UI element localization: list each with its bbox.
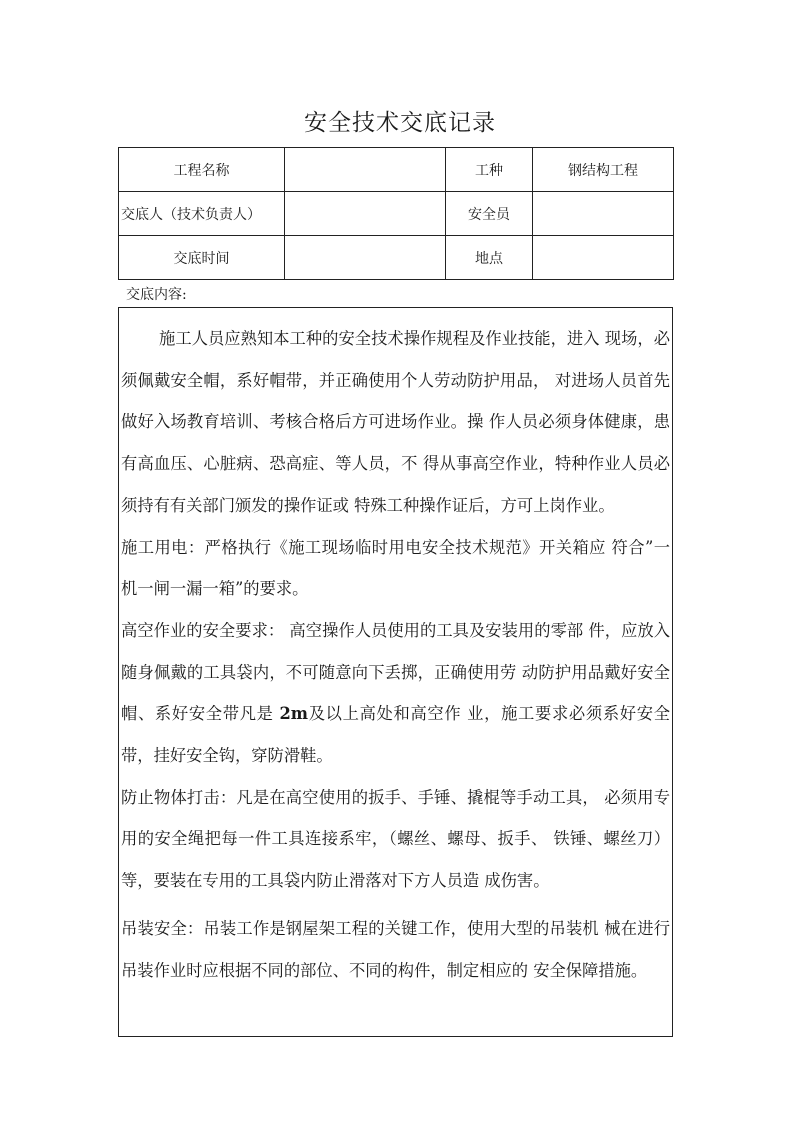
project-name-label: 工程名称 [119, 148, 285, 192]
location-value [533, 236, 674, 280]
content-box [118, 307, 673, 1037]
project-name-value [285, 148, 446, 192]
high-altitude-text-end: 及以上高处和高空作 业，施工要求必须系好安全带，挂好安全钩，穿防滑鞋。 [121, 704, 670, 766]
briefing-time-label: 交底时间 [119, 236, 285, 280]
location-label: 地点 [446, 236, 533, 280]
briefer-label: 交底人（技术负责人） [119, 192, 285, 236]
briefing-time-value [285, 236, 446, 280]
briefer-value [285, 192, 446, 236]
table-row [119, 236, 674, 280]
paragraph-high-altitude [121, 610, 670, 777]
paragraph-object-strike: 防止物体打击：凡是在高空使用的扳手、手锤、撬棍等手动工具， 必须用专用的安全绳把每一件工具连接系牢，（螺丝、螺母、扳手、 铁锤、螺丝刀）等，要装在专用的工具袋内防止滑落对下方人员造 成伤害。 [121, 787, 670, 891]
high-altitude-text-start: 高空作业的安全要求： 高空操作人员使用的工具及安装用的零部 件，应放入随身佩戴的工具袋内，不可随意向下丢掷，正确使用劳 动防护用品戴好安全帽、系好安全带凡是 [121, 620, 670, 724]
document-title: 安全技术交底记录 [304, 110, 496, 136]
paragraph-lifting-safety: 吊装安全：吊装工作是钢屋架工程的关键工作，使用大型的吊装机 械在进行吊装作业时应根据不同的部位、不同的构件，制定相应的 安全保障措施。 [121, 918, 670, 980]
content-label: 交底内容: [126, 287, 187, 303]
safety-officer-value [533, 192, 674, 236]
header-info-table [118, 147, 674, 280]
work-type-value: 钢结构工程 [533, 148, 674, 192]
paragraph-electricity: 施工用电：严格执行《施工现场临时用电安全技术规范》开关箱应 符合”一机一闸一漏一箱”的要求。 [121, 537, 670, 599]
safety-officer-label: 安全员 [446, 192, 533, 236]
table-row [119, 148, 674, 192]
content-body [121, 318, 670, 991]
height-value: 2m [279, 704, 309, 724]
table-row [119, 192, 674, 236]
paragraph-personnel-requirements: 施工人员应熟知本工种的安全技术操作规程及作业技能，进入 现场，必须佩戴安全帽，系好帽带，并正确使用个人劳动防护用品， 对进场人员首先做好入场教育培训、考核合格后方可进场作业。操 作人员必须身体健康，患有高血压、心脏病、恐高症、等人员，不 得从事高空作业，特种作业人员必须持有有关部门颁发的操作证或 特殊工种操作证后，方可上岗作业。 [121, 329, 670, 515]
work-type-label: 工种 [446, 148, 533, 192]
